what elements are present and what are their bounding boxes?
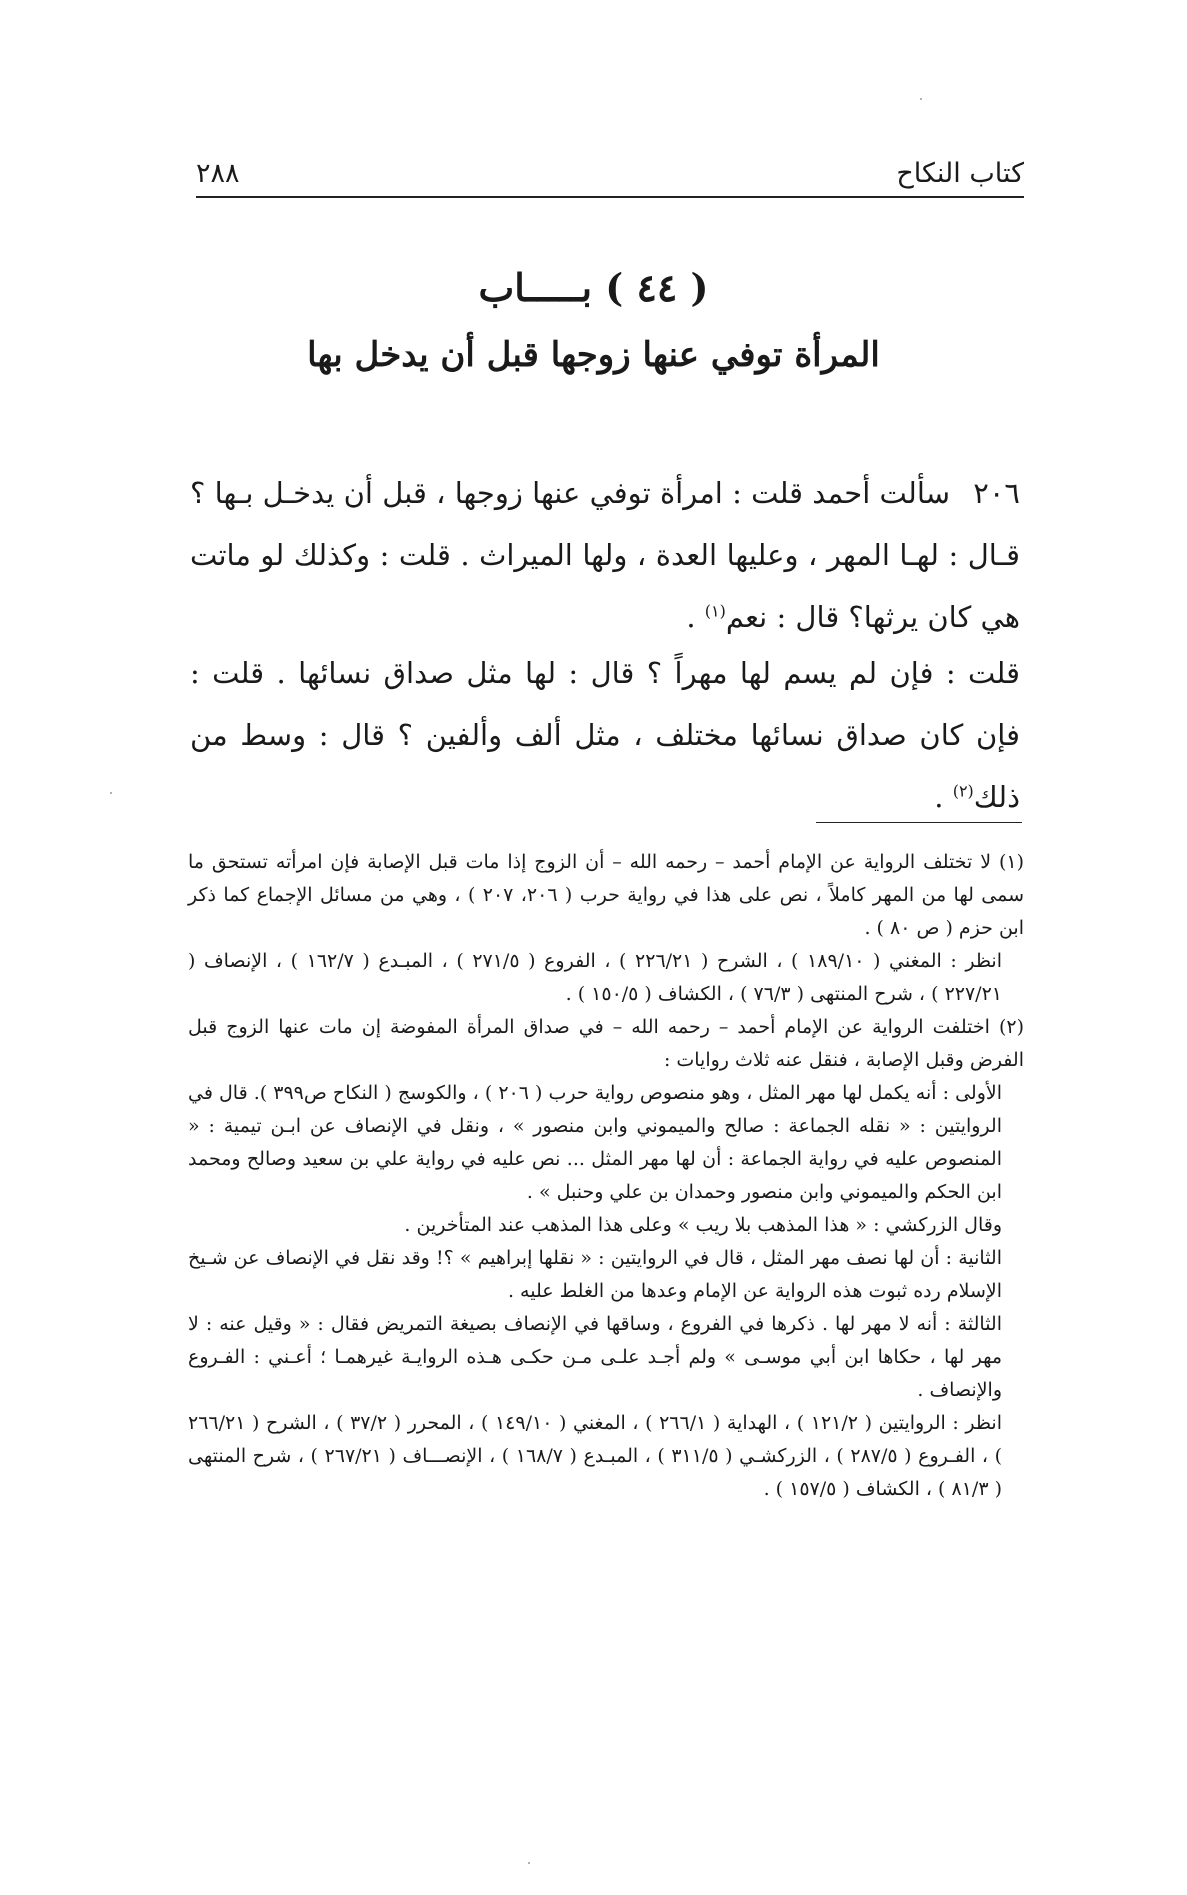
footnote-2-third-narration: الثالثة : أنه لا مهر لها . ذكرها في الفروع ، وساقها في الإنصاف بصيغة التمريض فقال : « وقيل عنه : لا مهر لها ، حكاها ابن أبي موسـى » ولم أجـد علـى مـن حكـى هـذه الروايـة غيرهمـا ؛ أعـني : الفـروع والإنصاف . <box>188 1313 1002 1401</box>
footnote-2-references: انظر : الروايتين ( ١٢١/٢ ) ، الهداية ( ٢٦٦/١ ) ، المغني ( ١٤٩/١٠ ) ، المحرر ( ٣٧/٢ ) ، الشرح ( ٢٦٦/٢١ ) ، الفـروع ( ٢٨٧/٥ ) ، الزركشـي ( ٣١١/٥ ) ، المبـدع ( ١٦٨/٧ ) ، الإنصـــاف ( ٢٦٧/٢١ ) ، شرح المنتهى ( ٨١/٣ ) ، الكشاف ( ١٥٧/٥ ) . <box>188 1412 1003 1500</box>
hadith-paragraph <box>190 462 1020 648</box>
footnote-marker-1[interactable]: (١) <box>704 601 726 621</box>
scan-speck <box>110 792 112 794</box>
scan-speck <box>528 1862 530 1864</box>
footnote-2-zarkashi: وقال الزركشي : « هذا المذهب بلا ريب » وعلى هذا المذهب عند المتأخرين . <box>404 1214 1002 1236</box>
footnote-1-references: انظر : المغني ( ١٨٩/١٠ ) ، الشرح ( ٢٢٦/٢١ ) ، الفروع ( ٢٧١/٥ ) ، المبـدع ( ١٦٢/٧ ) ، الإنصاف ( ٢٢٧/٢١ ) ، شرح المنتهى ( ٧٦/٣ ) ، الكشاف ( ١٥٠/٥ ) . <box>188 950 1002 1005</box>
footnote-2-text: (٢) اختلفت الرواية عن الإمام أحمد – رحمه الله – في صداق المرأة المفوضة إن مات عنها الزوج قبل الفرض وقبل الإصابة ، فنقل عنه ثلاث روايات : <box>188 1016 1024 1071</box>
followup-text: قلت : فإن لم يسم لها مهراً ؟ قال : لها مثل صداق نسائها . قلت : فإن كان صداق نسائها مختلف ، مثل ألف وألفين ؟ قال : وسط من ذلك <box>190 656 1020 814</box>
header-divider <box>196 196 1024 198</box>
hadith-text: سألت أحمد قلت : امرأة توفي عنها زوجها ، قبل أن يدخـل بـها ؟ قـال : لهـا المهر ، وعليها العدة ، ولها الميراث . قلت : وكذلك لو ماتت هي كان يرثها؟ قال : نعم <box>190 476 1020 634</box>
footnotes <box>188 846 1024 1506</box>
running-header <box>196 158 1024 198</box>
scan-speck <box>920 98 922 100</box>
footnote-marker-2[interactable]: (٢) <box>952 781 974 801</box>
footnote-divider <box>816 822 1022 823</box>
header-title: كتاب النكاح <box>896 158 1024 189</box>
chapter-number: ( ٤٤ ) بـــــاب <box>478 265 709 310</box>
followup-text-end: . <box>934 780 953 814</box>
page-number: ٢٨٨ <box>196 158 240 189</box>
footnote-2-second-narration: الثانية : أن لها نصف مهر المثل ، قال في الروايتين : « نقلها إبراهيم » ؟! وقد نقل في الإنصاف عن شـيخ الإسلام رده ثبوت هذه الرواية عن الإمام وعدها من الغلط عليه . <box>188 1247 1002 1302</box>
footnote-1-text: (١) لا تختلف الرواية عن الإمام أحمد – رحمه الله – أن الزوج إذا مات قبل الإصابة فإن امرأته تستحق ما سمى لها من المهر كاملاً ، نص على هذا في رواية حرب ( ٢٠٦، ٢٠٧ ) ، وهي من مسائل الإجماع كما ذكر ابن حزم ( ص ٨٠ ) . <box>188 851 1025 939</box>
footnote-2-first-narration: الأولى : أنه يكمل لها مهر المثل ، وهو منصوص رواية حرب ( ٢٠٦ ) ، والكوسج ( النكاح ص٣٩٩ ). قال في الروايتين : « نقله الجماعة : صالح والميموني وابن منصور » ، ونقل في الإنصاف عن ابـن تيمية : « المنصوص عليه في رواية الجماعة : أن لها مهر المثل ... نص عليه في رواية علي بن سعيد وصالح ومحمد ابن الحكم والميموني وابن منصور وحمدان بن علي وحنبل » . <box>188 1082 1002 1203</box>
followup-paragraph <box>190 642 1020 828</box>
chapter-title: المرأة توفي عنها زوجها قبل أن يدخل بها <box>307 335 880 375</box>
hadith-text-end: . <box>686 600 705 634</box>
hadith-number: ٢٠٦ <box>973 476 1020 510</box>
